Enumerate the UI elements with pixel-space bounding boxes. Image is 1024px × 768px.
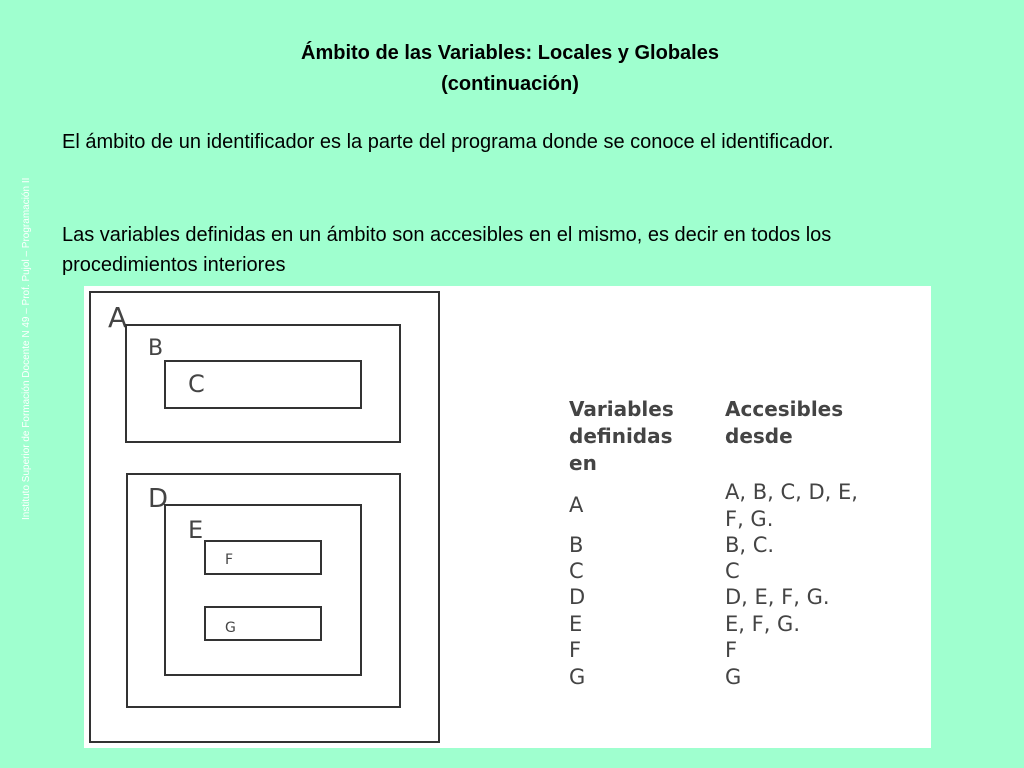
table-row-access: F (725, 638, 738, 662)
scope-figure (84, 286, 931, 748)
table-row-variable: G (569, 665, 586, 689)
table-row-variable: E (569, 612, 583, 636)
table-row-access: D, E, F, G. (725, 585, 830, 609)
table-row-variable: D (569, 585, 586, 609)
scope-label-a: A (108, 301, 128, 334)
scope-label-f: F (225, 552, 234, 568)
scope-box-f (204, 540, 322, 575)
table-row-variable: C (569, 559, 584, 583)
table-row-access: B, C. (725, 533, 775, 557)
header-variables: Variables definidas en (569, 397, 674, 475)
scope-label-e: E (188, 516, 204, 544)
scope-label-d: D (148, 484, 169, 514)
table-row-variable: B (569, 533, 584, 557)
table-row-access: G (725, 665, 742, 689)
table-row-access: E, F, G. (725, 612, 800, 636)
paragraph-accessibility: Las variables definidas en un ámbito son accesibles en el mismo, es decir en todos los procedimientos interiores (62, 224, 832, 276)
scope-label-b: B (148, 336, 164, 361)
table-row-variable: A (569, 493, 584, 517)
scope-label-c: C (188, 370, 205, 398)
slide-title (200, 38, 820, 100)
scope-box-g (204, 606, 322, 641)
scope-label-g: G (225, 620, 236, 636)
table-row-access: A, B, C, D, E, F, G. (725, 480, 858, 531)
title-line-2: (continuación) (441, 73, 579, 95)
side-caption: Instituto Superior de Formación Docente N 49 – Prof. Pujol – Programación II (21, 177, 32, 520)
table-row-variable: F (569, 638, 582, 662)
header-accessible: Accesibles desde (725, 397, 844, 448)
paragraph-definition: El ámbito de un identificador es la parte del programa donde se conoce el identificador. (62, 131, 834, 153)
table-row-access: C (725, 559, 740, 583)
title-line-1: Ámbito de las Variables: Locales y Globales (301, 42, 719, 64)
